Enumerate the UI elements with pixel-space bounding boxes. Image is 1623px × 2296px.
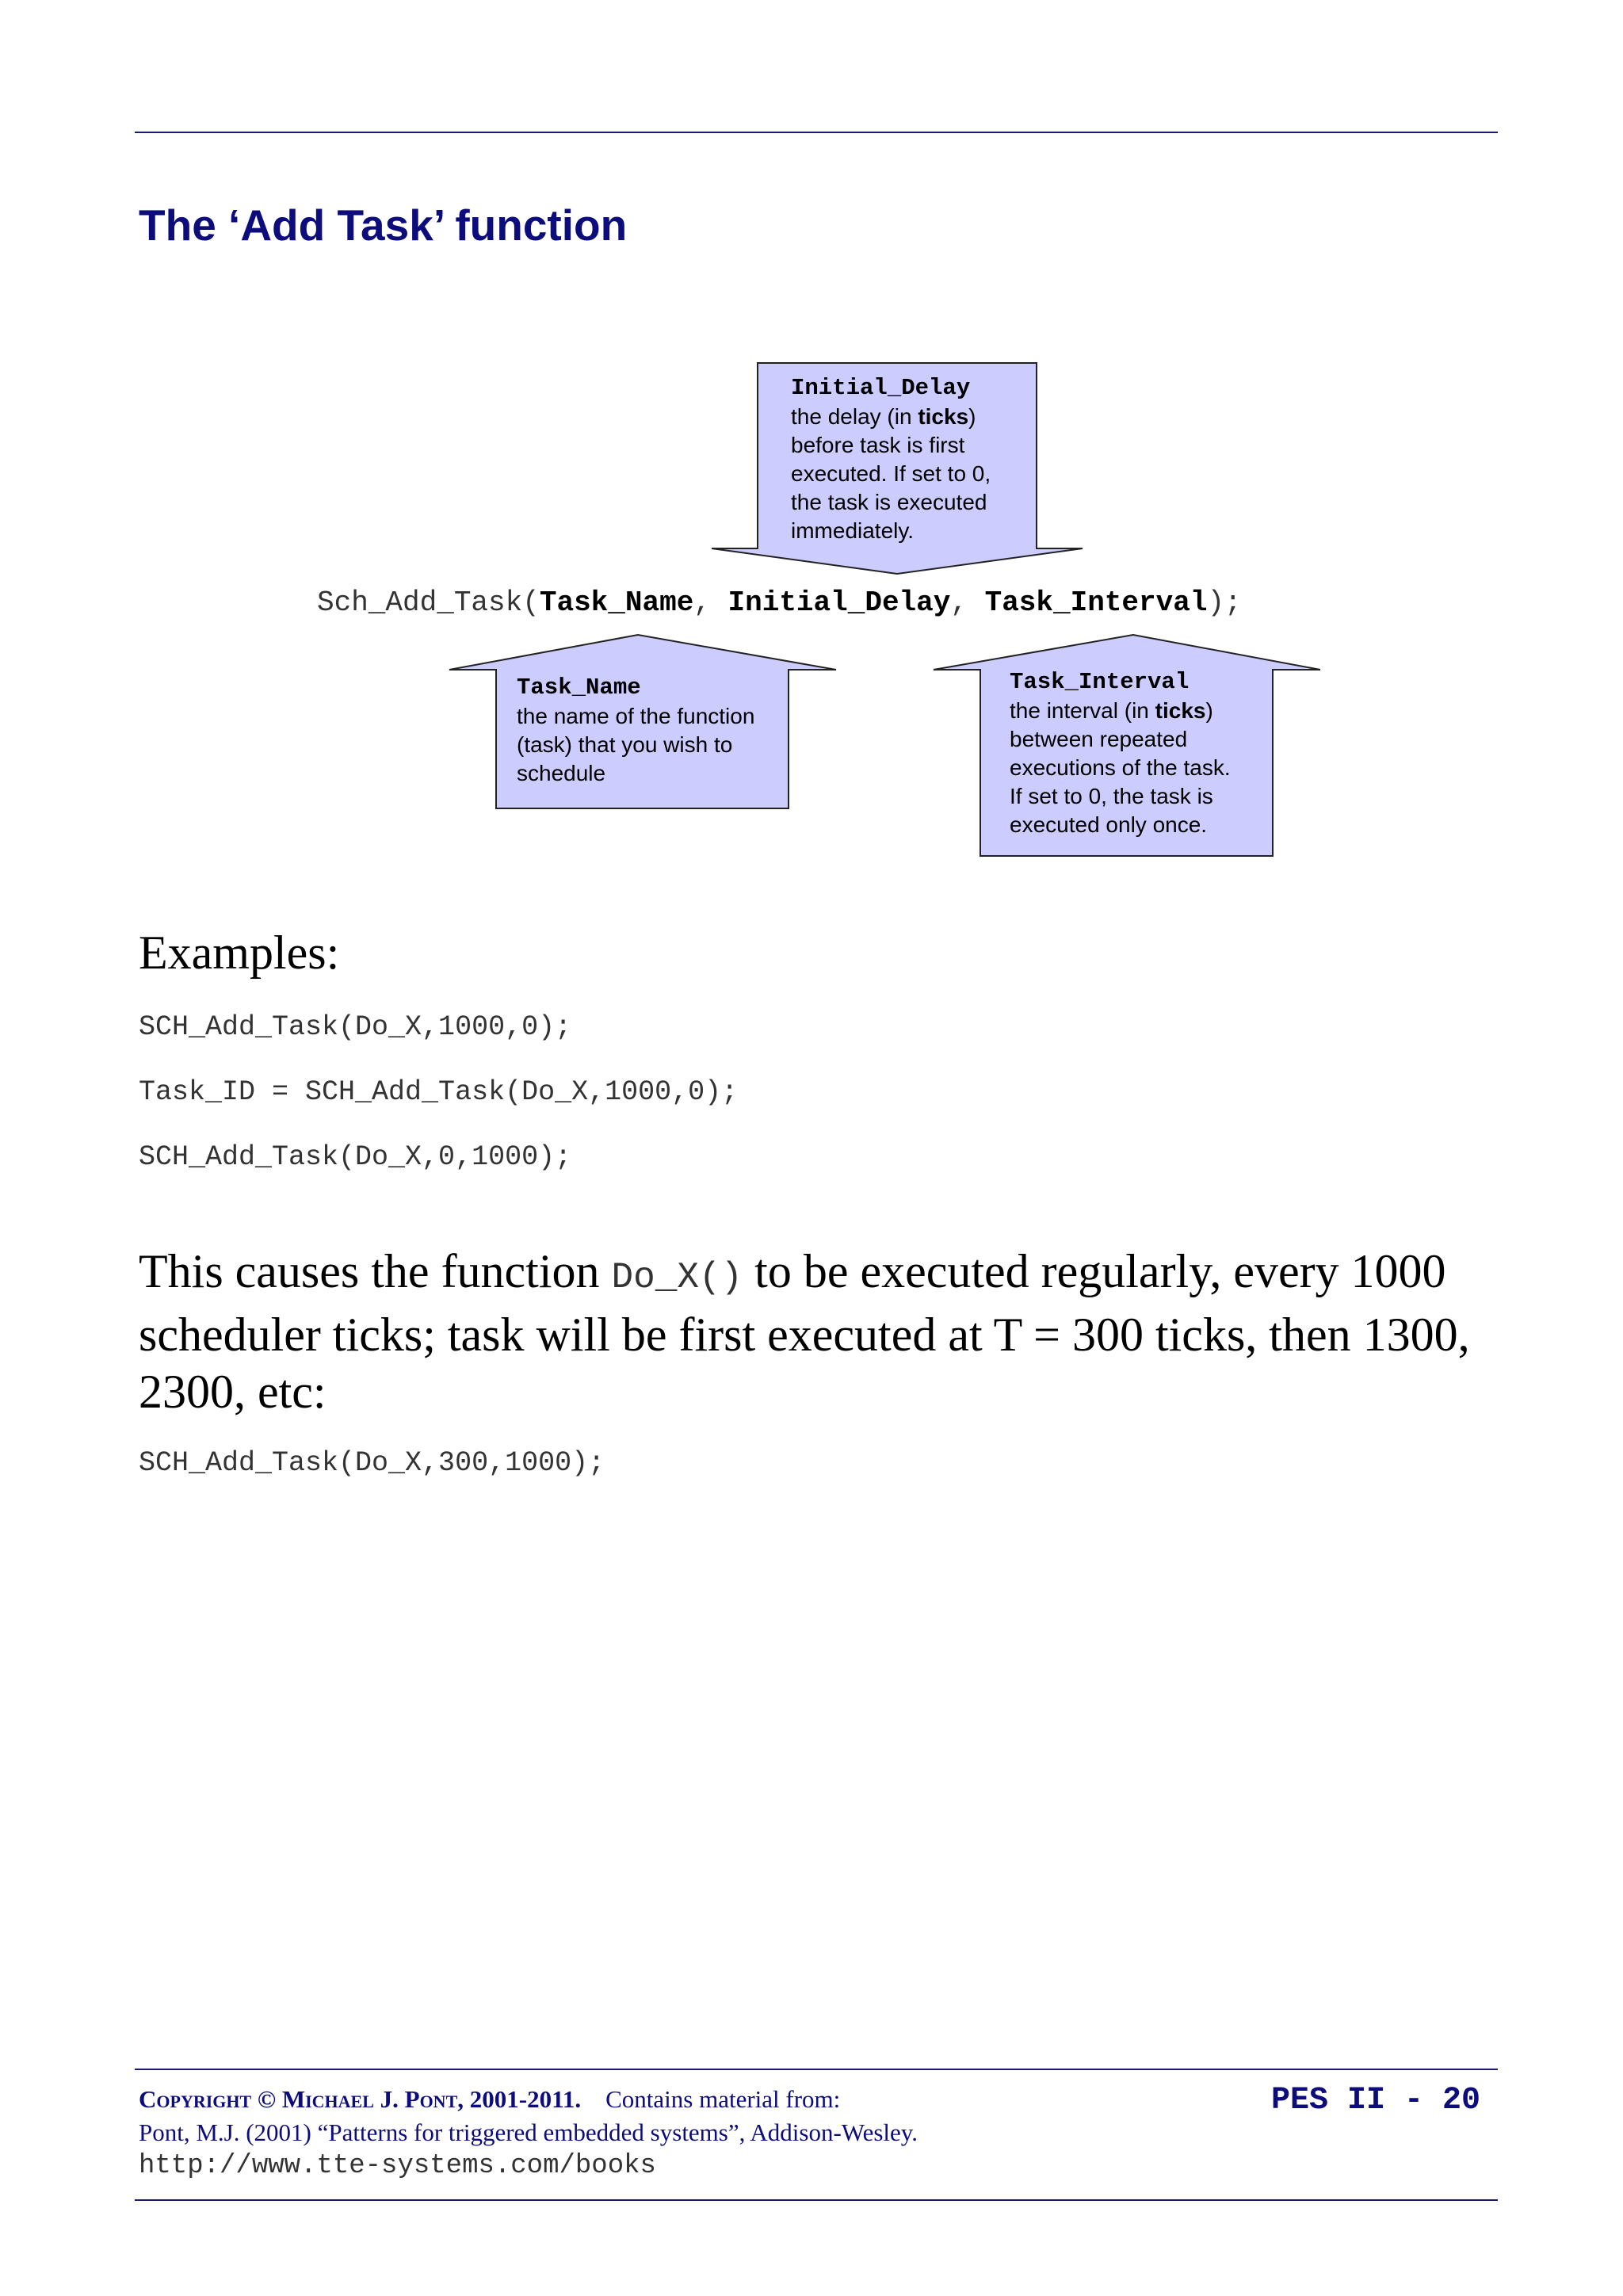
task-interval-callout-text [1010,668,1231,839]
task-name-line2: (task) that you wish to [517,732,733,757]
initial-delay-line1: the delay (in ticks) [791,404,976,429]
footer-url: http://www.tte-systems.com/books [139,2151,656,2181]
task-interval-line2: between repeated [1010,727,1188,751]
page-number-label: PES II - 20 [1270,2083,1480,2118]
initial-delay-line4: the task is executed [791,490,987,514]
code-example-final: SCH_Add_Task(Do_X,300,1000); [139,1447,605,1479]
task-name-name: Task_Name [517,674,641,701]
inline-code: Do_X() [611,1257,743,1298]
task-interval-line4: If set to 0, the task is [1010,784,1213,808]
contains-material: Contains material from: [605,2085,841,2113]
footer-top-rule [135,2069,1498,2070]
explanation-paragraph: This causes the function Do_X() to be executed regularly, every 1000 scheduler ticks; task will be first executed at T = 300 ticks, then 1300, 2300, etc: [139,1245,1470,1418]
citation-text: Pont, M.J. (2001) “Patterns for triggered embedded systems”, Addison-Wesley. [139,2118,918,2146]
task-name-line1: the name of the function [517,704,755,728]
initial-delay-line5: immediately. [791,518,915,543]
initial-delay-line3: executed. If set to 0, [791,461,991,486]
task-interval-line3: executions of the task. [1010,755,1231,780]
page-title: The ‘Add Task’ function [139,201,628,250]
footer-citation [139,2083,918,2183]
code-example-1: SCH_Add_Task(Do_X,1000,0); [139,1011,572,1043]
copyright-notice: Copyright © Michael J. Pont, 2001-2011. [139,2085,582,2113]
function-signature: Sch_Add_Task(Task_Name, Initial_Delay, Task_Interval); [317,586,1242,619]
initial-delay-name: Initial_Delay [791,375,971,401]
task-interval-line1: the interval (in ticks) [1010,698,1213,723]
task-interval-line5: executed only once. [1010,812,1208,837]
task-interval-name: Task_Interval [1010,669,1190,695]
task-name-line3: schedule [517,761,606,785]
initial-delay-callout-text [791,374,991,545]
examples-heading: Examples: [139,926,340,979]
task-name-callout-text [517,674,754,788]
code-example-2: Task_ID = SCH_Add_Task(Do_X,1000,0); [139,1076,739,1108]
initial-delay-line2: before task is first [791,433,965,457]
footer-bottom-rule [135,2199,1498,2201]
code-example-3: SCH_Add_Task(Do_X,0,1000); [139,1141,572,1173]
